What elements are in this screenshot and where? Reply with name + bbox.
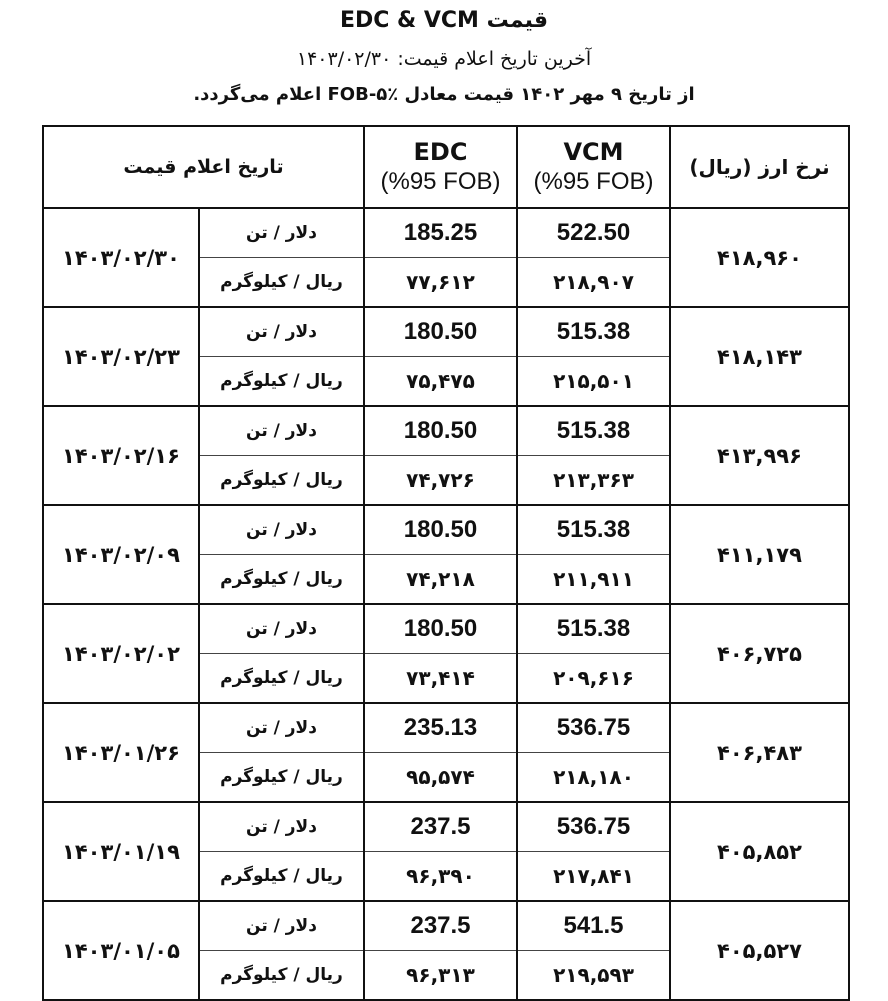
exchange-rate-cell: ۴۰۵,۵۲۷ bbox=[670, 901, 849, 1000]
edc-rial-value: ۹۶,۳۹۰ bbox=[364, 852, 517, 902]
price-date-cell: ۱۴۰۳/۰۱/۱۹ bbox=[43, 802, 199, 901]
price-date-cell: ۱۴۰۳/۰۲/۰۹ bbox=[43, 505, 199, 604]
vcm-header-sub: (%95 FOB) bbox=[533, 168, 654, 195]
edc-rial-value: ۷۴,۲۱۸ bbox=[364, 555, 517, 605]
vcm-rial-value: ۲۱۵,۵۰۱ bbox=[517, 357, 670, 407]
exchange-rate-cell: ۴۱۸,۱۴۳ bbox=[670, 307, 849, 406]
vcm-usd-value: 522.50 bbox=[517, 208, 670, 258]
vcm-usd-value: 515.38 bbox=[517, 406, 670, 456]
unit-usd-per-ton: دلار / تن bbox=[199, 901, 364, 951]
edc-header-label: EDC bbox=[413, 138, 468, 166]
exchange-rate-cell: ۴۱۳,۹۹۶ bbox=[670, 406, 849, 505]
price-date-cell: ۱۴۰۳/۰۲/۰۲ bbox=[43, 604, 199, 703]
edc-rial-value: ۹۶,۳۱۳ bbox=[364, 951, 517, 1001]
exchange-rate-cell: ۴۰۶,۴۸۳ bbox=[670, 703, 849, 802]
table-row bbox=[43, 604, 849, 654]
fob-note: از تاریخ ۹ مهر ۱۴۰۲ قیمت معادل FOB-۵٪ اعلام می‌گردد. bbox=[193, 84, 695, 105]
unit-rial-per-kg: ریال / کیلوگرم bbox=[199, 357, 364, 407]
table-row bbox=[43, 703, 849, 753]
edc-usd-value: 180.50 bbox=[364, 307, 517, 357]
price-date-cell: ۱۴۰۳/۰۲/۲۳ bbox=[43, 307, 199, 406]
unit-usd-per-ton: دلار / تن bbox=[199, 703, 364, 753]
unit-rial-per-kg: ریال / کیلوگرم bbox=[199, 951, 364, 1001]
edc-rial-value: ۷۳,۴۱۴ bbox=[364, 654, 517, 704]
edc-rial-value: ۷۴,۷۲۶ bbox=[364, 456, 517, 506]
table-row bbox=[43, 406, 849, 456]
edc-usd-value: 237.5 bbox=[364, 802, 517, 852]
page-title: قیمت EDC & VCM bbox=[339, 8, 549, 33]
table-header-row bbox=[43, 126, 849, 208]
vcm-usd-value: 515.38 bbox=[517, 505, 670, 555]
unit-rial-per-kg: ریال / کیلوگرم bbox=[199, 852, 364, 902]
unit-rial-per-kg: ریال / کیلوگرم bbox=[199, 456, 364, 506]
unit-usd-per-ton: دلار / تن bbox=[199, 505, 364, 555]
edc-rial-value: ۹۵,۵۷۴ bbox=[364, 753, 517, 803]
vcm-usd-value: 541.5 bbox=[517, 901, 670, 951]
vcm-usd-value: 515.38 bbox=[517, 307, 670, 357]
unit-usd-per-ton: دلار / تن bbox=[199, 307, 364, 357]
price-date-cell: ۱۴۰۳/۰۱/۰۵ bbox=[43, 901, 199, 1000]
edc-rial-value: ۷۷,۶۱۲ bbox=[364, 258, 517, 308]
price-date-cell: ۱۴۰۳/۰۲/۳۰ bbox=[43, 208, 199, 307]
table-row bbox=[43, 505, 849, 555]
unit-rial-per-kg: ریال / کیلوگرم bbox=[199, 753, 364, 803]
vcm-usd-value: 536.75 bbox=[517, 703, 670, 753]
last-price-date: آخرین تاریخ اعلام قیمت: ۱۴۰۳/۰۲/۳۰ bbox=[296, 48, 592, 70]
edc-rial-value: ۷۵,۴۷۵ bbox=[364, 357, 517, 407]
price-date-cell: ۱۴۰۳/۰۲/۱۶ bbox=[43, 406, 199, 505]
vcm-rial-value: ۲۱۸,۱۸۰ bbox=[517, 753, 670, 803]
exchange-rate-header: نرخ ارز (ریال) bbox=[670, 126, 849, 208]
unit-rial-per-kg: ریال / کیلوگرم bbox=[199, 555, 364, 605]
exchange-rate-cell: ۴۰۶,۷۲۵ bbox=[670, 604, 849, 703]
unit-usd-per-ton: دلار / تن bbox=[199, 406, 364, 456]
vcm-rial-value: ۲۱۸,۹۰۷ bbox=[517, 258, 670, 308]
unit-usd-per-ton: دلار / تن bbox=[199, 604, 364, 654]
edc-usd-value: 185.25 bbox=[364, 208, 517, 258]
edc-usd-value: 237.5 bbox=[364, 901, 517, 951]
vcm-rial-value: ۲۱۱,۹۱۱ bbox=[517, 555, 670, 605]
unit-usd-per-ton: دلار / تن bbox=[199, 802, 364, 852]
vcm-header bbox=[517, 126, 670, 208]
exchange-rate-cell: ۴۱۸,۹۶۰ bbox=[670, 208, 849, 307]
unit-rial-per-kg: ریال / کیلوگرم bbox=[199, 654, 364, 704]
vcm-usd-value: 536.75 bbox=[517, 802, 670, 852]
edc-header-sub: (%95 FOB) bbox=[380, 168, 501, 195]
unit-usd-per-ton: دلار / تن bbox=[199, 208, 364, 258]
unit-rial-per-kg: ریال / کیلوگرم bbox=[199, 258, 364, 308]
vcm-rial-value: ۲۰۹,۶۱۶ bbox=[517, 654, 670, 704]
edc-header bbox=[364, 126, 517, 208]
table-row bbox=[43, 802, 849, 852]
exchange-rate-cell: ۴۱۱,۱۷۹ bbox=[670, 505, 849, 604]
vcm-rial-value: ۲۱۹,۵۹۳ bbox=[517, 951, 670, 1001]
price-date-cell: ۱۴۰۳/۰۱/۲۶ bbox=[43, 703, 199, 802]
vcm-rial-value: ۲۱۷,۸۴۱ bbox=[517, 852, 670, 902]
edc-usd-value: 180.50 bbox=[364, 406, 517, 456]
edc-usd-value: 235.13 bbox=[364, 703, 517, 753]
edc-usd-value: 180.50 bbox=[364, 505, 517, 555]
vcm-rial-value: ۲۱۳,۳۶۳ bbox=[517, 456, 670, 506]
price-date-header: تاریخ اعلام قیمت bbox=[43, 126, 364, 208]
table-row bbox=[43, 901, 849, 951]
exchange-rate-cell: ۴۰۵,۸۵۲ bbox=[670, 802, 849, 901]
price-table bbox=[42, 125, 850, 1001]
edc-usd-value: 180.50 bbox=[364, 604, 517, 654]
vcm-usd-value: 515.38 bbox=[517, 604, 670, 654]
table-row bbox=[43, 307, 849, 357]
table-row bbox=[43, 208, 849, 258]
vcm-header-label: VCM bbox=[563, 138, 624, 166]
